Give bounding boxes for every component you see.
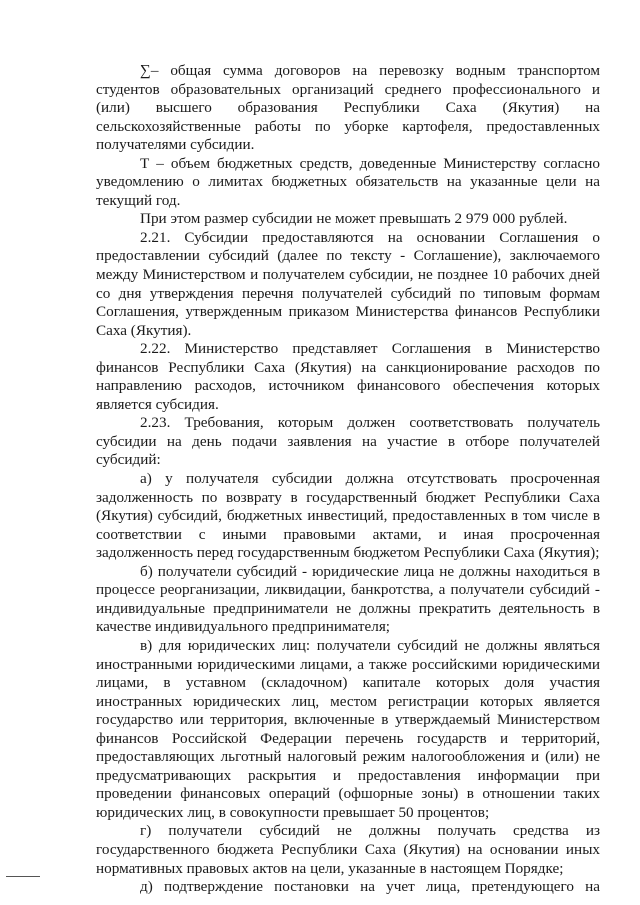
- text-line: иностранными юридическими лицами, а также российскими юридическими: [96, 655, 600, 673]
- text-line: 2.21. Субсидии предоставляются на основании Соглашения о: [140, 228, 600, 246]
- text-line: сельскохозяйственные работы по уборке картофеля, предоставленных: [96, 117, 600, 135]
- text-line: юридических лиц, в совокупности превышает 50 процентов;: [96, 803, 490, 821]
- text-line: индивидуальные предприниматели не должны прекратить деятельность в: [96, 599, 600, 617]
- text-line: в) для юридических лиц: получатели субсидий не должны являться: [140, 636, 600, 654]
- text-line: процессе реорганизации, ликвидации, банкротства, а получатели субсидий -: [96, 581, 600, 599]
- text-line: получателями субсидии.: [96, 136, 255, 154]
- text-line: Т – объем бюджетных средств, доведенные Министерству согласно: [140, 154, 600, 172]
- text-line: задолженность по возврату в государственный бюджет Республики Саха: [96, 488, 600, 506]
- text-line: направлению расходов, источником финансового обеспечения которых: [96, 377, 600, 395]
- text-line: 2.22. Министерство представляет Соглашения в Министерство: [140, 340, 600, 358]
- text-line: студентов образовательных организаций среднего профессионального и: [96, 80, 600, 98]
- document-body: [96, 62, 600, 897]
- text-line: иностранных юридических лиц, местом регистрации которых является: [96, 692, 600, 710]
- text-line: Соглашения, утвержденным приказом Министерства финансов Республики: [96, 303, 600, 321]
- text-line: государственного бюджета Республики Саха (Якутия) на основании иных: [96, 840, 600, 858]
- text-line: задолженность перед государственным бюджетом Республики Саха (Якутия);: [96, 544, 600, 562]
- text-line: государство или территория, включенные в утверждаемый Министерством: [96, 711, 600, 729]
- text-line: уведомлению о лимитах бюджетных обязательств на указанные цели на: [96, 173, 600, 191]
- text-line: субсидии на день подачи заявления на участие в отборе получателей: [96, 432, 600, 450]
- text-line: предусматривающих раскрытия и предоставления информации при: [96, 766, 600, 784]
- text-line: является субсидия.: [96, 395, 219, 413]
- text-line: г) получатели субсидий не должны получать средства из: [140, 822, 600, 840]
- text-line: предоставлении субсидий (далее по тексту - Соглашение), заключаемого: [96, 247, 600, 265]
- text-line: 2.23. Требования, которым должен соответствовать получатель: [140, 414, 600, 432]
- text-line: финансов Российской Федерации перечень государств и территорий,: [96, 729, 600, 747]
- text-line: Саха (Якутия).: [96, 321, 192, 339]
- footer-line: [6, 876, 40, 877]
- text-line: лицами, в уставном (складочном) капитале которых доля участия: [96, 674, 600, 692]
- text-line: между Министерством и получателем субсидии, не позднее 10 рабочих дней: [96, 266, 600, 284]
- text-line: а) у получателя субсидии должна отсутствовать просроченная: [140, 470, 600, 488]
- text-line: При этом размер субсидии не может превышать 2 979 000 рублей.: [140, 210, 568, 228]
- text-line: субсидий:: [96, 451, 161, 469]
- text-line: (Якутия) субсидий, бюджетных инвестиций, предоставленных в том числе в: [96, 507, 600, 525]
- text-line: финансов Республики Саха (Якутия) на санкционирование расходов по: [96, 358, 600, 376]
- text-line: ∑– общая сумма договоров на перевозку водным транспортом: [140, 62, 600, 79]
- text-line: со дня утверждения перечня получателей субсидий по типовым формам: [96, 284, 600, 302]
- text-line: (или) высшего образования Республики Саха (Якутия) на: [96, 99, 600, 117]
- text-line: д) подтверждение постановки на учет лица, претендующего на: [140, 878, 600, 896]
- text-line: проведении финансовых операций (офшорные зоны) в отношении таких: [96, 785, 600, 803]
- text-line: качестве индивидуального предпринимателя;: [96, 618, 391, 636]
- text-line: текущий год.: [96, 191, 181, 209]
- text-line: соответствии с иными правовыми актами, и иная просроченная: [96, 525, 600, 543]
- text-line: предоставляющих льготный налоговый режим налогообложения и (или) не: [96, 748, 600, 766]
- text-line: б) получатели субсидий - юридические лица не должны находиться в: [140, 562, 600, 580]
- text-line: нормативных правовых актов на цели, указанные в настоящем Порядке;: [96, 859, 564, 877]
